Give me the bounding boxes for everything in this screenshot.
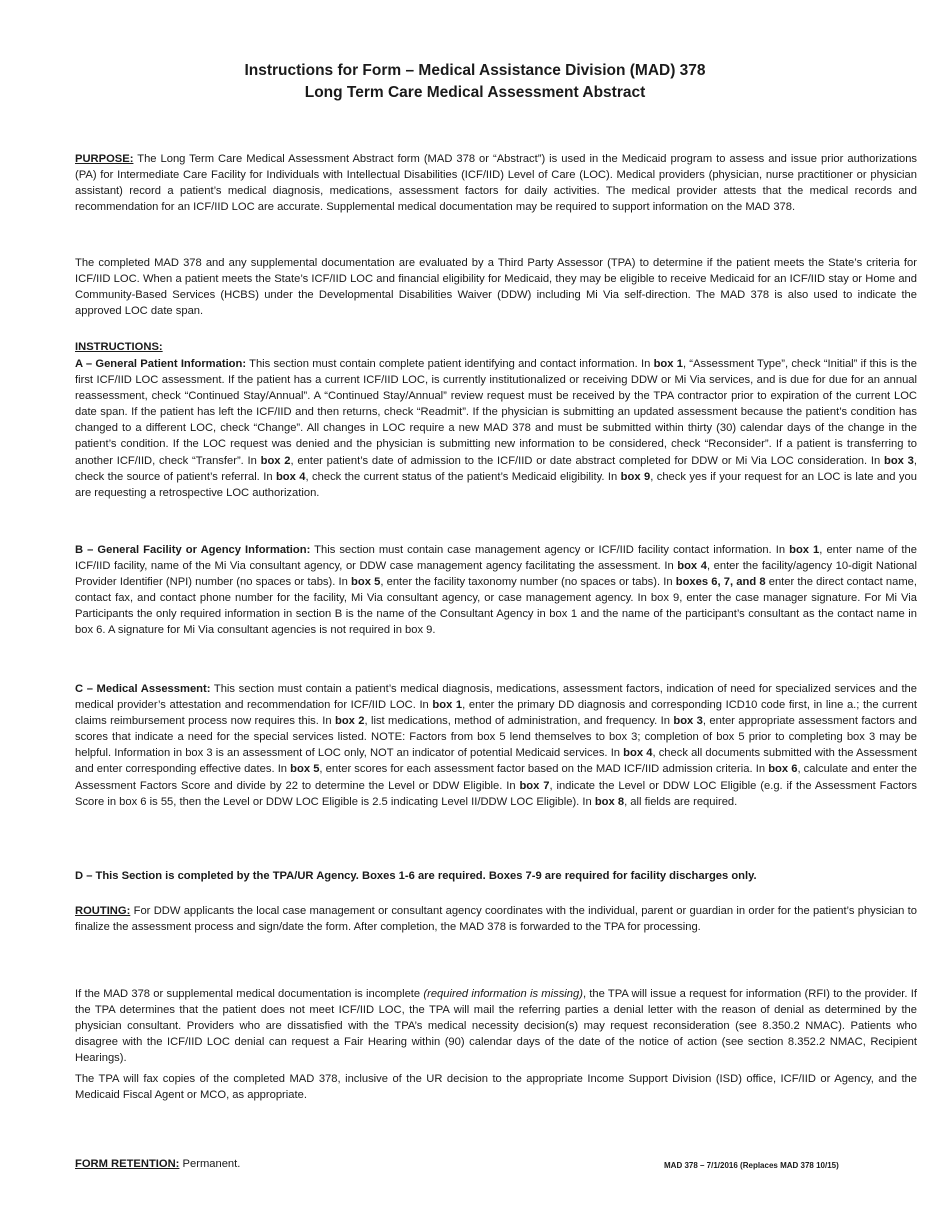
section-c-text: , check all documents submitted with the Assessment and enter corresponding effective dates. In [75,747,917,776]
section-b-box: box 5 [351,576,381,589]
section-b-text: , enter the facility/agency 10-digit National Provider Identifier (NPI) number (no spaces or tabs). In [75,560,917,589]
document-title-line-2: Long Term Care Medical Assessment Abstract [304,84,646,101]
section-a-box: box 4 [275,470,306,483]
form-retention [75,1158,240,1170]
section-c-text: , indicate the Level or DDW LOC Eligible (e.g. if the Assessment Factors Score in box 6 is 55, then the Level or DDW LOC Eligible is 2.5 indicating Level II/DDW LOC Eligible). In [75,779,917,808]
incomplete-text: , the TPA will issue a request for information (RFI) to the provider. If the TPA determines that the patient does not meet ICF/IID LOC, the TPA will mail the referring parties a denial letter with the reason of denial as determined by the physician consultant. Providers who are dissatisfied with the TPA’s medical necessity decision(s) may request reconsideration (see 8.350.2 NMAC). Patients who disagree with the ICF/IID LOC denial can request a Fair Hearing within (90) calendar days of the date of the notice of action (see section 8.352.2 NMAC, Recipient Hearings). [75,988,917,1065]
section-c-text: , all fields are required. [624,795,738,808]
section-c-text: , enter scores for each assessment factor based on the MAD ICF/IID admission criteria. In [319,763,769,776]
purpose-paragraph [75,151,917,215]
section-c-text: , enter the primary DD diagnosis and corresponding ICD10 code first, in line a.; the current claims reimbursement process now requires this. In [75,699,917,728]
section-b-text: , enter the facility taxonomy number (no spaces or tabs). In [380,576,676,589]
routing-label: ROUTING: [75,905,131,917]
section-b-box: boxes 6, 7, and 8 [675,576,766,589]
section-a-text: , check yes if your request for an LOC is late and you are requesting a retrospective LOC authorization. [75,470,917,499]
incomplete-italic: (required information is missing) [423,988,583,1000]
section-b-box: box 1 [789,544,820,556]
section-c-text: This section must contain a patient’s medical diagnosis, medications, assessment factors, indication of need for specialized services and the medical provider’s attestation and recommendation for ICF/IID LOC. In [75,683,918,712]
purpose-text: The Long Term Care Medical Assessment Abstract form (MAD 378 or “Abstract”) is used in the Medicaid program to assess and issue prior authorizations (PA) for Intermediate Care Facility for Individuals with Intellectual Disabilities (ICF/IID) Level of Care (LOC). Medical providers (physician, nurse practitioner or physician assistant) record a patient’s medical diagnosis, medications, assessment factors for daily activities. The medical provider attests that the medical records and recommendation for an ICF/IID LOC are accurate. Supplemental medical documentation may be required to support information on the MAD 378. [75,153,918,214]
section-c-box: box 8 [594,795,625,808]
section-a-text: , enter patient’s date of admission to the ICF/IID or date abstract completed for DDW or Mi Via LOC consideration. In [290,454,884,467]
section-a-text: , “Assessment Type”, check “Initial” if this is the first ICF/IID LOC assessment. If the patient has a current ICF/IID LOC, is currently institutionalized or receiving DDW or Mi Via services, and is due for due for an annual reassessment, check “Continued Stay/Annual”. A “Continued Stay/Annual” review request must be received by the TPA contractor prior to expiration of the current LOC date span. If the patient has left the ICF/IID and then returns, check “Readmit”. If the physician is submitting an updated assessment because the patient’s condition has changed to a different LOC, check “Change”. All changes in LOC require a new MAD 378 and must be submitted within thirty (30) calendar days of the change in the patient’s condition. If the LOC request was denied and the physician is submitting new information to be considered, check “Reconsider”. If a patient is transferring to another ICF/IID, check “Transfer”. In [75,358,917,467]
section-c-box: box 6 [768,763,798,776]
tpa-paragraph: The completed MAD 378 and any supplemental documentation are evaluated by a Third Party Assessor (TPA) to determine if the patient meets the State’s criteria for ICF/IID LOC. When a patient meets the State’s ICF/IID LOC and financial eligibility for Medicaid, they may be eligible to receive Medicaid for an ICF/IID stay or Home and Community-Based Services (HCBS) under the Developmental Disabilities Waiver (DDW) including Mi Via self-direction. The MAD 378 is also used to indicate the approved LOC date span. [75,257,917,318]
section-c-text: , list medications, method of administration, and frequency. In [364,715,674,728]
form-retention-label: FORM RETENTION: [75,1158,180,1170]
section-a-text: This section must contain complete patient identifying and contact information. In [246,358,654,370]
section-a-label: A – General Patient Information: [75,358,247,370]
section-a-text: , check the source of patient’s referral. In [75,454,917,483]
section-c-box: box 1 [432,699,463,712]
section-a-box: box 9 [620,470,651,483]
section-b-box: box 4 [677,560,707,573]
section-a-box: box 3 [883,454,914,467]
section-b-paragraph [75,542,917,639]
section-c-text: , enter appropriate assessment factors and scores that indicate a need for the special services listed. NOTE: Factors from box 5 lend themselves to box 3; completion of box 5 prior to completing box 3 may be helpful. Information in box 3 is an assessment of LOC only, NOT an indicator of potential Medicaid services. In [75,715,917,760]
instructions-heading: INSTRUCTIONS: [75,341,163,353]
incomplete-text: If the MAD 378 or supplemental medical documentation is incomplete [75,988,424,1000]
section-a-paragraph [75,356,917,501]
section-a-box: box 1 [653,358,683,370]
section-b-text: enter the direct contact name, contact fax, and contact phone number for the facility, Mi Via consultant agency, or case management agency. In box 9, enter the case manager signature. For Mi Via Participants the only required information in section B is the name of the Consultant Agency in box 1 and the name of the participant’s consultant as the contact name in box 6. A signature for Mi Via consultant agencies is not required in box 9. [75,576,917,637]
section-a-box: box 2 [260,454,291,467]
fax-paragraph: The TPA will fax copies of the completed MAD 378, inclusive of the UR decision to the appropriate Income Support Division (ISD) office, ICF/IID or Agency, and the Medicaid Fiscal Agent or MCO, as appropriate. [75,1073,917,1102]
form-id: MAD 378 – 7/1/2016 (Replaces MAD 378 10/15) [664,1161,839,1170]
section-c-box: box 3 [673,715,703,728]
form-retention-value: Permanent. [182,1158,241,1170]
section-c-text: , calculate and enter the Assessment Factors Score and divide by 22 to determine the Level or DDW Eligible. In [75,763,917,792]
section-c-box: box 5 [290,763,320,776]
section-c-box: box 7 [519,779,550,792]
section-c-box: box 2 [335,715,365,728]
incomplete-paragraph [75,986,917,1066]
section-c-label: C – Medical Assessment: [75,683,211,695]
purpose-label: PURPOSE: [75,153,134,165]
routing-text: For DDW applicants the local case management or consultant agency coordinates with the individual, parent or guardian in order for the patient’s physician to finalize the assessment process and sign/date the form. After completion, the MAD 378 is forwarded to the TPA for processing. [75,905,917,934]
routing-paragraph [75,903,917,935]
section-b-text: , enter name of the ICF/IID facility, name of the Mi Via consultant agency, or DDW case management agency facilitating the assessment. In [75,544,917,573]
section-b-label: B – General Facility or Agency Information: [75,544,311,556]
section-c-box: box 4 [623,747,653,760]
document-title-line-1: Instructions for Form – Medical Assistance Division (MAD) 378 [244,62,706,79]
section-a-text: , check the current status of the patient’s Medicaid eligibility. In [305,470,621,483]
section-c-paragraph [75,681,917,810]
section-b-text: This section must contain case management agency or ICF/IID facility contact information. In [310,544,790,556]
section-d-paragraph: D – This Section is completed by the TPA/UR Agency. Boxes 1-6 are required. Boxes 7-9 are required for facility discharges only. [75,870,757,882]
